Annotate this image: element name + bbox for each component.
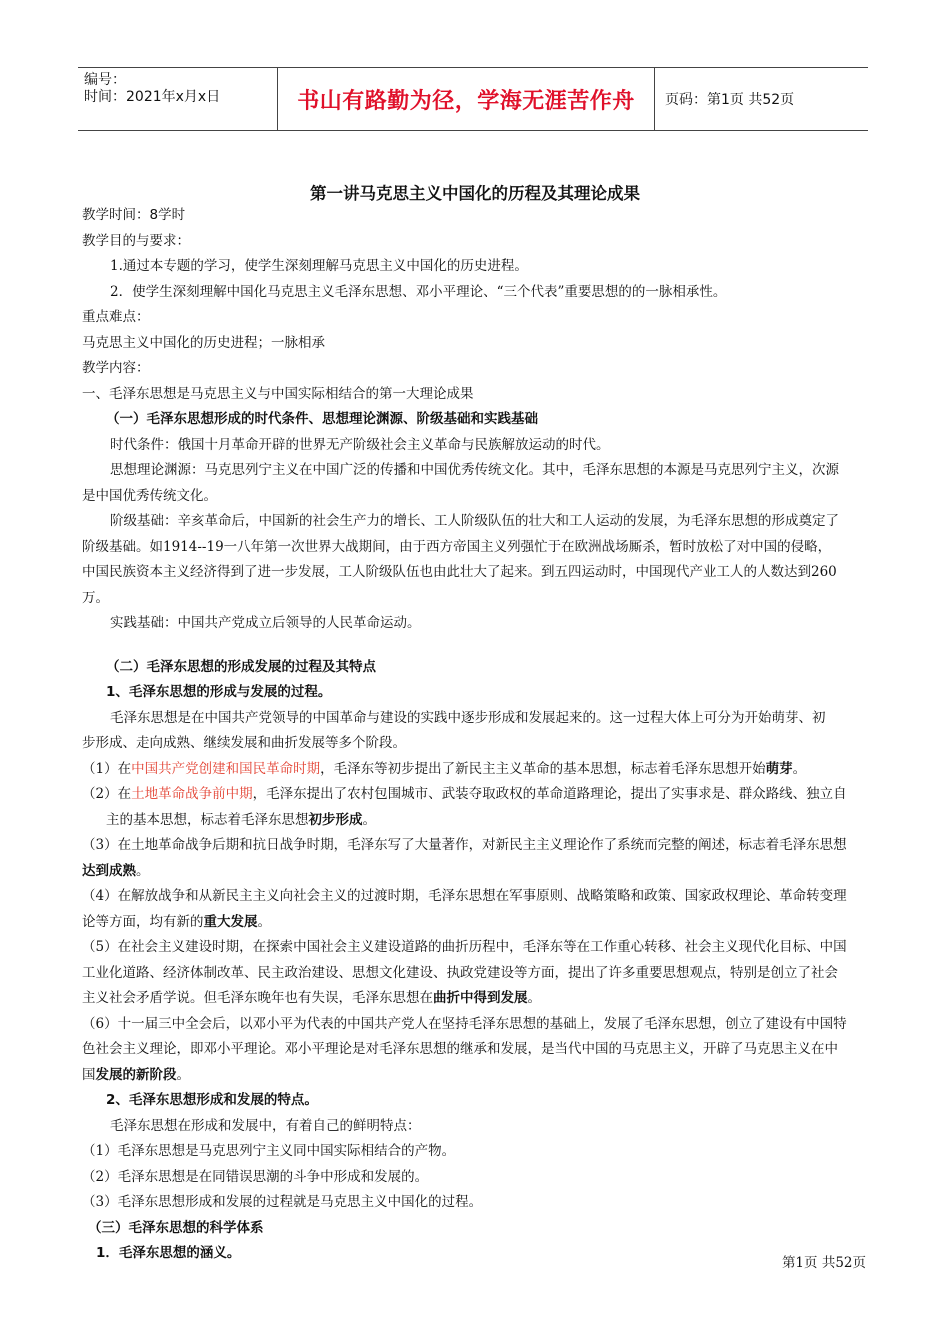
stage-5-keyword: 曲折中得到发展 — [433, 990, 528, 1006]
document-title: 第一讲马克思主义中国化的历程及其理论成果 — [310, 184, 640, 203]
stage-2-keyword: 初步形成 — [308, 811, 363, 828]
stage-2-text: ，毛泽东提出了农村包围城市、武装夺取政权的革命道路理论，提出了实事求是、群众路线、独立自 — [252, 786, 847, 802]
stage-5-line-2: 工业化道路、经济体制改革、民主政治建设、思想文化建设、执政党建设等方面，提出了许多重要思想观点，特别是创立了社会 — [82, 964, 838, 981]
key-text: 马克思主义中国化的历史进程；一脉相承 — [82, 334, 325, 351]
subsection-heading-1: （一）毛泽东思想形成的时代条件、思想理论渊源、阶级基础和实践基础 — [106, 411, 538, 427]
paragraph-process-line-2: 步形成、走向成熟、继续发展和曲折发展等多个阶段。 — [82, 735, 406, 751]
stage-5: （5）在社会主义建设时期，在探索中国社会主义建设道路的曲折历程中，毛泽东等在工作重心转移、社会主义现代化目标、中国 — [82, 939, 847, 955]
stage-6-end: 。 — [176, 1066, 190, 1083]
stage-5-text-3: 主义社会矛盾学说。但毛泽东晚年也有失误，毛泽东思想在 — [82, 990, 433, 1006]
paragraph-theory-line-2: 是中国优秀传统文化。 — [82, 487, 217, 504]
stage-1-highlight: 中国共产党创建和国民革命时期 — [131, 760, 321, 777]
stage-6-line-2: 色社会主义理论，即邓小平理论。邓小平理论是对毛泽东思想的继承和发展，是当代中国的马克思主义，开辟了马克思主义在中 — [82, 1041, 838, 1057]
stage-4-end: 。 — [257, 913, 271, 930]
page-footer: 第1页 共52页 — [781, 1255, 866, 1271]
stage-4: （4）在解放战争和从新民主主义向社会主义的过渡时期，毛泽东思想在军事原则、战略策略和政策、国家政权理论、革命转变理 — [82, 888, 847, 904]
stage-2-end: 。 — [362, 811, 376, 828]
feature-2: （2）毛泽东思想是在同错误思潮的斗争中形成和发展的。 — [82, 1168, 429, 1185]
subsection-heading-2-1: 1、毛泽东思想的形成与发展的过程。 — [106, 684, 332, 700]
key-label: 重点难点： — [82, 309, 150, 325]
stage-2-prefix: （2）在 — [82, 786, 132, 802]
paragraph-process-line-1: 毛泽东思想是在中国共产党领导的中国革命与建设的实践中逐步形成和发展起来的。这一过程大体上可分为开始萌芽、初 — [110, 709, 826, 726]
stage-4-text-2: 论等方面，均有新的 — [82, 913, 204, 930]
header-page: 页码：第1页 共52页 — [665, 92, 795, 108]
stage-1-text: ，毛泽东等初步提出了新民主主义革命的基本思想，标志着毛泽东思想开始 — [320, 760, 766, 777]
paragraph-class-line-3: 中国民族资本主义经济得到了进一步发展，工人阶级队伍也由此壮大了起来。到五四运动时，中国现代产业工人的人数达到260 — [82, 564, 837, 580]
stage-1 — [82, 757, 867, 783]
stage-3-end: 。 — [136, 862, 150, 879]
stage-2 — [82, 782, 867, 808]
stage-3-continued — [82, 859, 867, 885]
stage-2-text-2: 主的基本思想，标志着毛泽东思想 — [106, 811, 309, 828]
content-label: 教学内容： — [82, 360, 150, 376]
purpose-item-2: 2．使学生深刻理解中国化马克思主义毛泽东思想、邓小平理论、“三个代表”重要思想的的一脉相承性。 — [110, 283, 727, 300]
stage-1-end: 。 — [792, 760, 807, 777]
document-body — [82, 203, 867, 1267]
purpose-item-1: 1.通过本专题的学习，使学生深刻理解马克思主义中国化的历史进程。 — [110, 258, 528, 274]
stage-6: （6）十一届三中全会后，以邓小平为代表的中国共产党人在坚持毛泽东思想的基础上，发展了毛泽东思想，创立了建设有中国特 — [82, 1015, 847, 1032]
stage-3-keyword: 达到成熟 — [82, 862, 136, 879]
header-motto: 书山有路勤为径，学海无涯苦作舟 — [278, 68, 655, 130]
feature-3: （3）毛泽东思想形成和发展的过程就是马克思主义中国化的过程。 — [82, 1194, 483, 1210]
feature-intro: 毛泽东思想在形成和发展中，有着自己的鲜明特点： — [110, 1117, 421, 1134]
page-header — [78, 67, 868, 131]
purpose-label: 教学目的与要求： — [82, 232, 190, 249]
subsection-heading-3: （三）毛泽东思想的科学体系 — [88, 1219, 264, 1236]
paragraph-class-line-2: 阶级基础。如1914--19一八年第一次世界大战期间，由于西方帝国主义列强忙于在欧洲战场厮杀，暂时放松了对中国的侵略， — [82, 538, 832, 555]
stage-2-continued — [82, 808, 867, 834]
teaching-time: 教学时间：8学时 — [82, 207, 186, 223]
stage-6-line-3 — [82, 1063, 867, 1089]
header-number: 编号： — [84, 72, 126, 88]
paragraph-practice: 实践基础：中国共产党成立后领导的人民革命运动。 — [110, 615, 421, 631]
stage-1-prefix: （1）在 — [82, 760, 132, 777]
subsection-heading-2-2: 2、毛泽东思想形成和发展的特点。 — [106, 1092, 318, 1108]
stage-3: （3）在土地革命战争后期和抗日战争时期，毛泽东写了大量著作，对新民主主义理论作了系统而完整的阐述，标志着毛泽东思想 — [82, 837, 847, 853]
paragraph-theory-line-1: 思想理论渊源：马克思列宁主义在中国广泛的传播和中国优秀传统文化。其中，毛泽东思想的本源是马克思列宁主义，次源 — [110, 462, 839, 478]
paragraph-class-line-4: 万。 — [82, 589, 109, 606]
stage-2-highlight: 土地革命战争前中期 — [131, 786, 253, 802]
stage-1-keyword: 萌芽 — [765, 760, 793, 777]
header-time: 时间：2021年x月x日 — [84, 89, 221, 105]
subsection-heading-2: （二）毛泽东思想的形成发展的过程及其特点 — [106, 658, 376, 675]
stage-4-keyword: 重大发展 — [203, 913, 258, 930]
feature-1: （1）毛泽东思想是马克思列宁主义同中国实际相结合的产物。 — [82, 1143, 456, 1159]
spacer — [82, 637, 867, 655]
header-meta — [78, 68, 278, 130]
paragraph-class-line-1: 阶级基础：辛亥革命后，中国新的社会生产力的增长、工人阶级队伍的壮大和工人运动的发展，为毛泽东思想的形成奠定了 — [110, 513, 839, 529]
section-heading-1: 一、毛泽东思想是马克思主义与中国实际相结合的第一大理论成果 — [82, 385, 474, 402]
stage-6-keyword: 发展的新阶段 — [95, 1066, 177, 1083]
paragraph-era: 时代条件：俄国十月革命开辟的世界无产阶级社会主义革命与民族解放运动的时代。 — [110, 436, 610, 453]
stage-5-line-3 — [82, 986, 867, 1012]
stage-4-continued — [82, 910, 867, 936]
stage-6-text-3: 国 — [82, 1066, 96, 1083]
subsection-heading-3-1: 1．毛泽东思想的涵义。 — [96, 1245, 241, 1261]
stage-5-end: 。 — [527, 990, 541, 1006]
